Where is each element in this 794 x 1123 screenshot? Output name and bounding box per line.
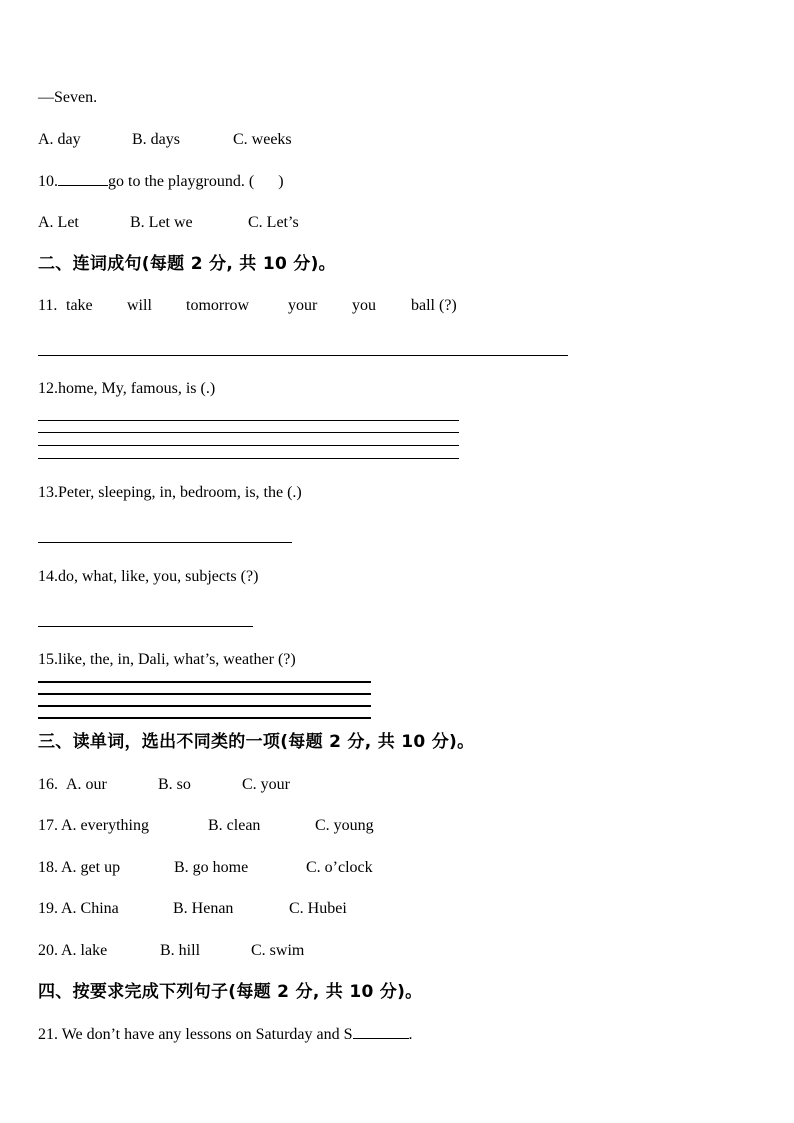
q12-answer-line-4 (38, 458, 459, 459)
q10-number: 10. (38, 173, 58, 190)
q10-blank (58, 171, 108, 186)
q9-answer-line: —Seven. (38, 89, 98, 106)
q15-answer-line-1 (38, 681, 371, 683)
q11-word-6: ball (?) (411, 297, 457, 314)
q16-option-c: C. your (242, 776, 290, 793)
q10-question (38, 171, 284, 192)
q21-end: . (408, 1026, 413, 1043)
q12-answer-line-2 (38, 432, 459, 433)
q10-option-c: C. Let’s (248, 214, 299, 231)
q16-option-a: A. our (66, 776, 107, 793)
q17-option-c: C. young (315, 817, 374, 834)
q9-option-c: C. weeks (233, 131, 292, 148)
q16-option-b: B. so (158, 776, 191, 793)
q11-word-1: take (66, 297, 93, 314)
q14-answer-line (38, 626, 253, 627)
q15-answer-line-3 (38, 705, 371, 707)
q20-option-b: B. hill (160, 942, 201, 959)
q20-option-a: A. lake (61, 942, 108, 959)
q12-question: 12.home, My, famous, is (.) (38, 380, 216, 397)
section2-title: 二、连词成句(每题 2 分, 共 10 分)。 (38, 254, 336, 274)
q11-word-3: tomorrow (186, 297, 250, 314)
q18-option-a: A. get up (61, 859, 121, 876)
q18-number: 18. (38, 859, 58, 876)
q13-question: 13.Peter, sleeping, in, bedroom, is, the (.) (38, 484, 302, 501)
q18-option-c: C. o’clock (306, 859, 373, 876)
q21-text: 21. We don’t have any lessons on Saturday and S (38, 1026, 353, 1043)
q12-answer-line-1 (38, 420, 459, 421)
q20-number: 20. (38, 942, 58, 959)
q11-answer-line (38, 355, 568, 356)
q17-option-a: A. everything (61, 817, 149, 834)
q19-number: 19. (38, 900, 58, 917)
q11-number: 11. (38, 297, 58, 314)
q10-option-a: A. Let (38, 214, 79, 231)
q21-question (38, 1024, 413, 1045)
q9-option-b: B. days (132, 131, 180, 148)
q17-option-b: B. clean (208, 817, 261, 834)
q11-word-5: you (352, 297, 376, 314)
q21-blank (353, 1024, 409, 1039)
q10-answer-paren: ( ) (248, 173, 284, 190)
q19-option-b: B. Henan (173, 900, 234, 917)
q15-answer-line-2 (38, 693, 371, 695)
q20-option-c: C. swim (251, 942, 305, 959)
q19-option-a: A. China (61, 900, 119, 917)
q11-word-4: your (288, 297, 318, 314)
q16-number: 16. (38, 776, 58, 793)
q15-answer-line-4 (38, 717, 371, 719)
q11-word-2: will (127, 297, 152, 314)
q18-option-b: B. go home (174, 859, 249, 876)
q9-option-a: A. day (38, 131, 81, 148)
q10-option-b: B. Let we (130, 214, 193, 231)
q10-text: go to the playground. (108, 173, 245, 190)
q19-option-c: C. Hubei (289, 900, 347, 917)
section4-title: 四、按要求完成下列句子(每题 2 分, 共 10 分)。 (38, 982, 423, 1002)
q17-number: 17. (38, 817, 58, 834)
q12-answer-line-3 (38, 445, 459, 446)
q14-question: 14.do, what, like, you, subjects (?) (38, 568, 259, 585)
q13-answer-line (38, 542, 292, 543)
q15-question: 15.like, the, in, Dali, what’s, weather (?) (38, 651, 296, 668)
section3-title: 三、读单词，选出不同类的一项(每题 2 分, 共 10 分)。 (38, 732, 475, 752)
